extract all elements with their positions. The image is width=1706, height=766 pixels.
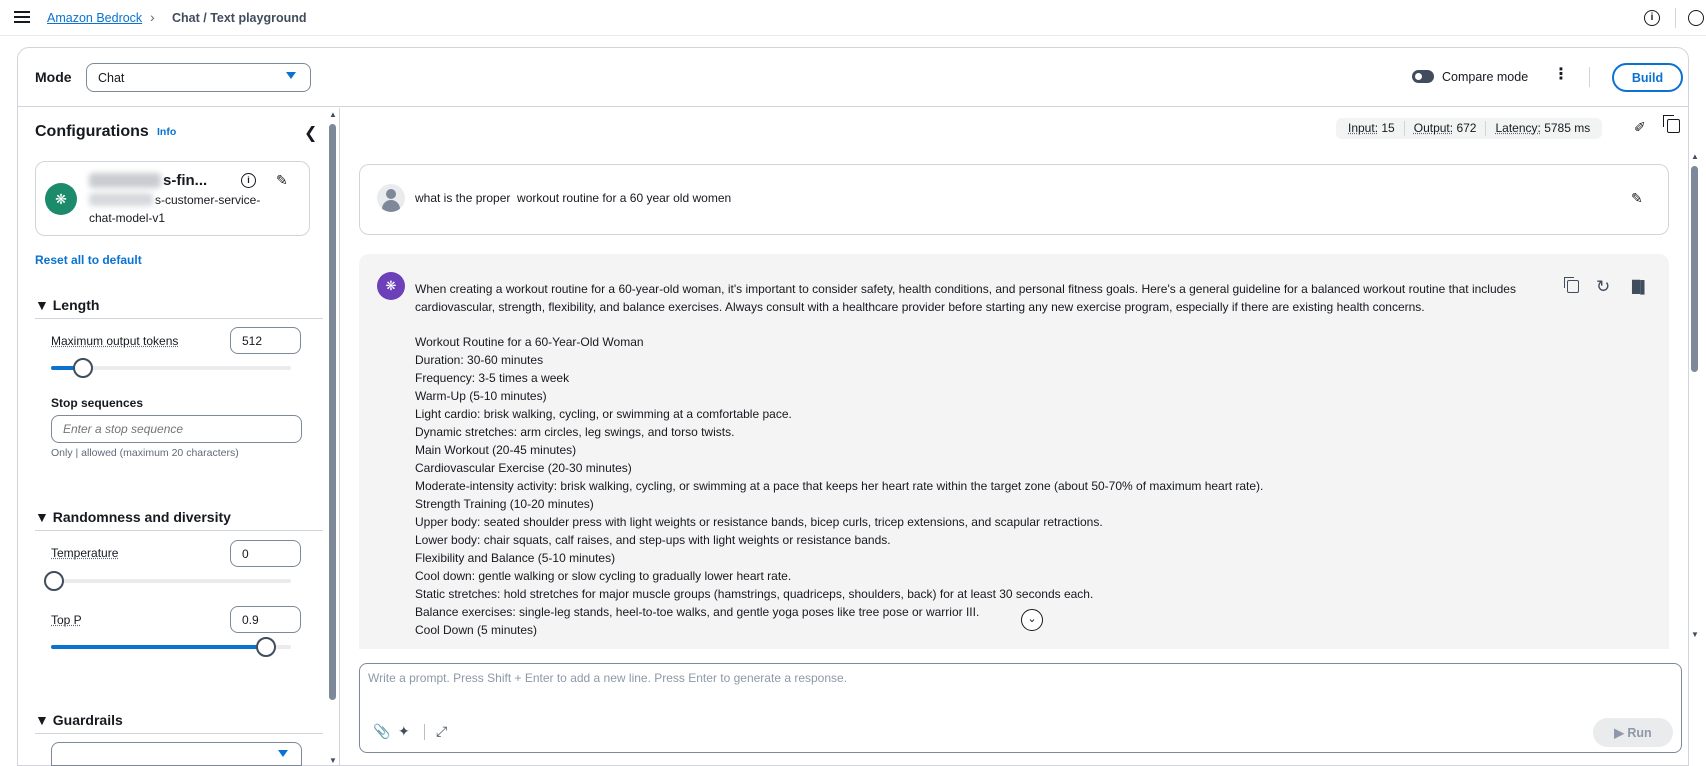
divider — [35, 733, 323, 734]
model-info-icon[interactable]: i — [241, 173, 256, 188]
mode-label: Mode — [35, 69, 72, 85]
length-section-toggle[interactable]: ▼ Length — [35, 297, 100, 313]
collapse-panel-chevron-icon[interactable]: ❮ — [304, 125, 318, 142]
divider — [35, 530, 323, 531]
assistant-line: Cool down: gentle walking or slow cycling to gradually lower heart rate. — [415, 569, 792, 583]
caret-down-icon[interactable] — [278, 750, 288, 757]
breadcrumb-amazon-bedrock[interactable]: Amazon Bedrock — [47, 11, 143, 25]
run-button[interactable]: ▶ Run — [1593, 718, 1673, 747]
assistant-line: Workout Routine for a 60-Year-Old Woman — [415, 335, 644, 349]
top-p-slider-fill — [51, 645, 267, 649]
redacted-text — [89, 193, 153, 206]
divider — [35, 318, 323, 319]
model-name: s-fin... — [163, 172, 208, 189]
temperature-slider-track[interactable] — [51, 579, 291, 583]
max-tokens-input[interactable] — [230, 327, 301, 354]
chat-scrollbar[interactable] — [1691, 166, 1698, 372]
attach-paperclip-icon[interactable]: 📎 — [373, 723, 391, 739]
compare-mode-label: Compare mode — [1442, 70, 1529, 84]
assistant-line: Duration: 30-60 minutes — [415, 353, 544, 367]
max-tokens-slider-thumb[interactable] — [73, 358, 93, 378]
assistant-line: Balance exercises: single-leg stands, heel-to-toe walks, and gentle yoga poses like tree pose or warrior III. — [415, 605, 980, 619]
assistant-line: Frequency: 3-5 times a week — [415, 371, 570, 385]
metrics-bar-chart-icon[interactable]: ▉▌ — [1632, 280, 1648, 294]
model-id: s-customer-service- chat-model-v1 — [89, 193, 261, 225]
compare-mode-toggle[interactable] — [1412, 70, 1434, 83]
prompt-input[interactable] — [368, 671, 1668, 711]
scroll-down-arrow-icon[interactable]: ▼ — [329, 756, 337, 765]
assistant-line: Moderate-intensity activity: brisk walking, cycling, or swimming at a pace that keeps her heart rate within the target zone (about 50-70% of maximum heart rate). — [415, 479, 1264, 493]
more-options-icon[interactable]: ⋮ — [1553, 66, 1569, 83]
divider — [424, 724, 425, 740]
scroll-up-arrow-icon[interactable]: ▲ — [1691, 152, 1699, 161]
guardrails-select[interactable] — [51, 742, 302, 766]
assistant-line: Lower body: chair squats, calf raises, and step-ups with light weights or resistance bands. — [415, 533, 891, 547]
assistant-line: Cardiovascular Exercise (20-30 minutes) — [415, 461, 632, 475]
build-button[interactable]: Build — [1612, 63, 1683, 92]
assistant-line: Strength Training (10-20 minutes) — [415, 497, 594, 511]
scroll-up-arrow-icon[interactable]: ▲ — [329, 110, 337, 119]
divider — [1589, 67, 1590, 87]
user-avatar-icon — [377, 184, 405, 212]
guardrails-section-toggle[interactable]: ▼ Guardrails — [35, 712, 123, 728]
left-panel-scrollbar[interactable] — [329, 124, 336, 700]
response-metrics — [1336, 118, 1602, 139]
assistant-line: Warm-Up (5-10 minutes) — [415, 389, 547, 403]
mode-select[interactable] — [86, 63, 311, 92]
top-p-input[interactable] — [230, 606, 301, 633]
assistant-line: Cool Down (5 minutes) — [415, 623, 538, 637]
output-tokens-metric: Output: 672 — [1405, 121, 1487, 136]
assistant-intro: When creating a workout routine for a 60-year-old woman, it's important to consider safety, health conditions, and personal fitness goals. Here's a general guideline for a balanced workout routine that includes cardiovascular, strength, flexibility, and balance exercises. Always consult with a healthcare provider before starting any new exercise program, especially if there are existing health concerns. — [415, 282, 1516, 314]
assistant-message-text — [415, 280, 1540, 646]
copy-icon[interactable] — [1667, 119, 1680, 133]
top-p-slider-thumb[interactable] — [256, 637, 276, 657]
stop-sequence-hint: Only | allowed (maximum 20 characters) — [51, 447, 239, 459]
temperature-label: Temperature — [51, 546, 119, 560]
latency-metric: Latency: 5785 ms — [1495, 121, 1591, 135]
regenerate-refresh-icon[interactable]: ↻ — [1596, 277, 1611, 296]
mode-select-value: Chat — [98, 71, 125, 85]
copy-response-icon[interactable] — [1567, 280, 1579, 293]
breadcrumb-separator: › — [150, 9, 155, 25]
stop-sequences-label: Stop sequences — [51, 396, 144, 410]
info-icon[interactable]: i — [1644, 10, 1660, 26]
configurations-info-link[interactable]: Info — [157, 126, 177, 138]
assistant-line: Static stretches: hold stretches for major muscle groups (hamstrings, quadriceps, shoulders, back) for at least 30 seconds each. — [415, 587, 1094, 601]
caret-down-icon[interactable] — [286, 72, 296, 79]
randomness-section-toggle[interactable]: ▼ Randomness and diversity — [35, 509, 231, 525]
top-p-label: Top P — [51, 613, 82, 627]
assistant-line: Flexibility and Balance (5-10 minutes) — [415, 551, 616, 565]
scroll-to-bottom-chevron-icon[interactable]: ⌄ — [1021, 609, 1043, 631]
input-tokens-metric: Input: 15 — [1346, 121, 1405, 136]
model-brain-icon: ❋ — [45, 183, 77, 215]
divider — [1675, 8, 1676, 28]
magic-wand-icon[interactable]: ✦ — [398, 723, 410, 739]
redacted-text — [89, 173, 161, 188]
assistant-avatar-icon: ❋ — [377, 272, 405, 300]
max-tokens-label: Maximum output tokens — [51, 334, 179, 348]
settings-icon[interactable] — [1688, 10, 1704, 26]
hamburger-menu-icon[interactable] — [14, 11, 30, 25]
model-edit-pencil-icon[interactable]: ✎ — [276, 172, 288, 188]
assistant-lines — [415, 333, 1540, 639]
stop-sequence-input[interactable] — [51, 415, 302, 443]
expand-icon[interactable]: ⤢ — [436, 723, 448, 739]
assistant-line: Light cardio: brisk walking, cycling, or swimming at a comfortable pace. — [415, 407, 792, 421]
breadcrumb-current: Chat / Text playground — [172, 11, 307, 25]
edit-pencil-icon[interactable]: ✎ — [1631, 190, 1643, 206]
temperature-input[interactable] — [230, 540, 301, 567]
assistant-line: Dynamic stretches: arm circles, leg swings, and torso twists. — [415, 425, 735, 439]
scroll-down-arrow-icon[interactable]: ▼ — [1691, 630, 1699, 639]
clear-chat-brush-icon[interactable]: ✐ — [1634, 119, 1646, 135]
configurations-title: Configurations — [35, 123, 149, 140]
user-message-text: what is the proper workout routine for a 60 year old women — [415, 191, 732, 205]
assistant-line: Main Workout (20-45 minutes) — [415, 443, 577, 457]
reset-all-link[interactable]: Reset all to default — [35, 253, 142, 267]
temperature-slider-thumb[interactable] — [44, 571, 64, 591]
assistant-line: Upper body: seated shoulder press with light weights or resistance bands, bicep curls, tricep extensions, and scapular retractions. — [415, 515, 1103, 529]
